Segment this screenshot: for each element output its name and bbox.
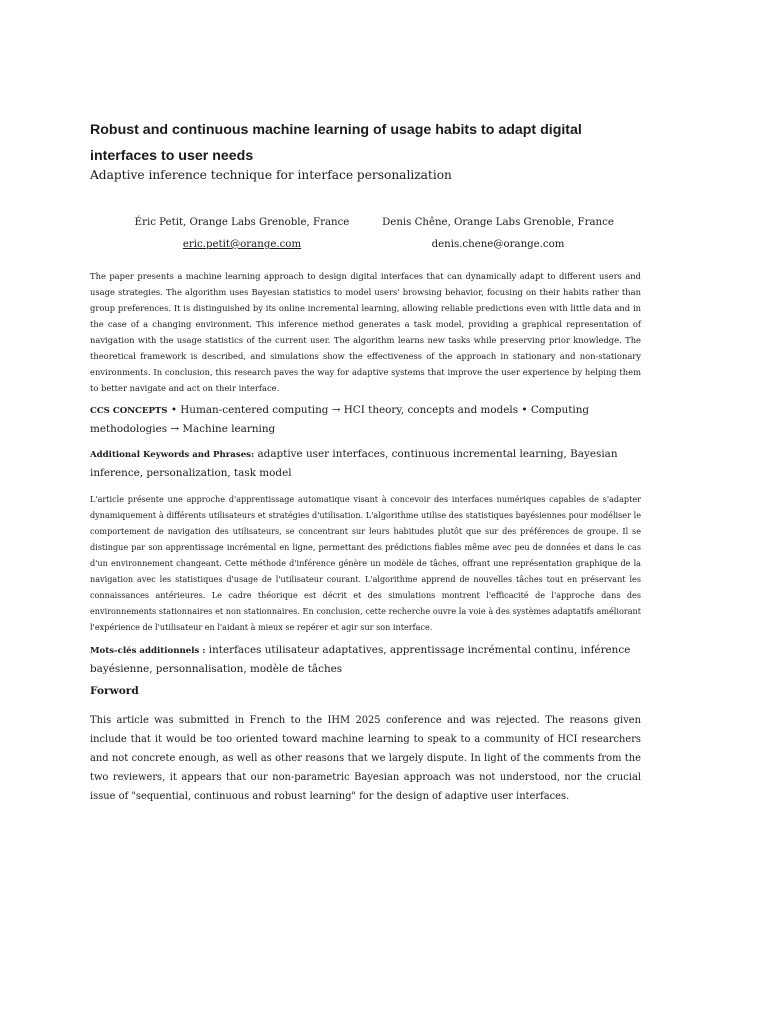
abstract: The paper presents a machine learning approach to design digital interfaces that can dynamically adapt to different users and usage strategies. The algorithm uses Bayesian statistics to model users' browsing behavior, focusing on their habits rather than group preferences. It is distinguished by its online incremental learning, allowing reliable predictions even with little data and in the case of a changing environment. This inference method generates a task model, providing a graphical representation of navigation with the usage statistics of the current user. The algorithm learns new tasks while preserving prior knowledge. The theoretical framework is described, and simulations show the effectiveness of the approach in stationary and non-stationary environments. In conclusion, this research paves the way for adaptive systems that improve the user experience by helping them to better navigate and act on their interface. (90, 271, 641, 393)
french-keywords (90, 641, 641, 678)
ccs-concepts (90, 401, 641, 438)
author-2 (368, 215, 628, 253)
author-2-email: denis.chene@orange.com (431, 239, 565, 250)
ccs-concepts-text: • Human-centered computing → HCI theory, concepts and models • Computing methodologies → Machine learning (90, 404, 590, 435)
additional-keywords (90, 445, 641, 482)
author-1-name: Éric Petit, Orange Labs Grenoble, France (134, 217, 350, 228)
paper-title: Robust and continuous machine learning of usage habits to adapt digital interfaces to user needs (90, 122, 582, 164)
additional-keywords-lead: Additional Keywords and Phrases: (90, 450, 255, 460)
ccs-concepts-lead: CCS CONCEPTS (90, 406, 168, 416)
french-abstract: L'article présente une approche d'apprentissage automatique visant à concevoir des interfaces numériques capables de s'adapter dynamiquement à différents utilisateurs et stratégies d'utilisation. L'algorithme utilise des statistiques bayésiennes pour modéliser le comportement de navigation des utilisateurs, se concentrant sur leurs habitudes plutôt que sur des préférences de groupe. Il se distingue par son apprentissage incrémental en ligne, permettant des prédictions fiables même avec peu de données et dans le cas d'un environnement changeant. Cette méthode d'inférence génère un modèle de tâches, offrant une représentation graphique de la navigation avec les statistiques d'usage de l'utilisateur courant. L'algorithme apprend de nouvelles tâches tout en préservant les connaissances antérieures. Le cadre théorique est décrit et des simulations montrent l'efficacité de l'approche dans des environnements stationnaires et non stationnaires. En conclusion, cette recherche ouvre la voie à des systèmes adaptatifs améliorant l'expérience de l'utilisateur en l'aidant à mieux se repérer et agir sur son interface. (90, 494, 641, 632)
additional-keywords-text: adaptive user interfaces, continuous incremental learning, Bayesian inference, personalization, task model (90, 448, 618, 479)
author-1-email-link[interactable]: eric.petit@orange.com (182, 239, 302, 250)
author-1 (112, 215, 372, 253)
french-keywords-lead: Mots-clés additionnels : (90, 646, 206, 656)
foreword-heading: Forword (90, 685, 139, 697)
paper-subtitle: Adaptive inference technique for interface personalization (90, 168, 452, 182)
french-keywords-text: interfaces utilisateur adaptatives, apprentissage incrémental continu, inférence bayésienne, personnalisation, modèle de tâches (90, 644, 631, 675)
foreword-text: This article was submitted in French to the IHM 2025 conference and was rejected. The reasons given include that it would be too oriented toward machine learning to speak to a community of HCI researchers and not concrete enough, as well as other reasons that we largely dispute. In light of the comments from the two reviewers, it appears that our non-parametric Bayesian approach was not understood, nor the crucial issue of "sequential, continuous and robust learning" for the design of adaptive user interfaces. (90, 715, 641, 802)
author-2-name: Denis Chêne, Orange Labs Grenoble, France (382, 217, 614, 228)
